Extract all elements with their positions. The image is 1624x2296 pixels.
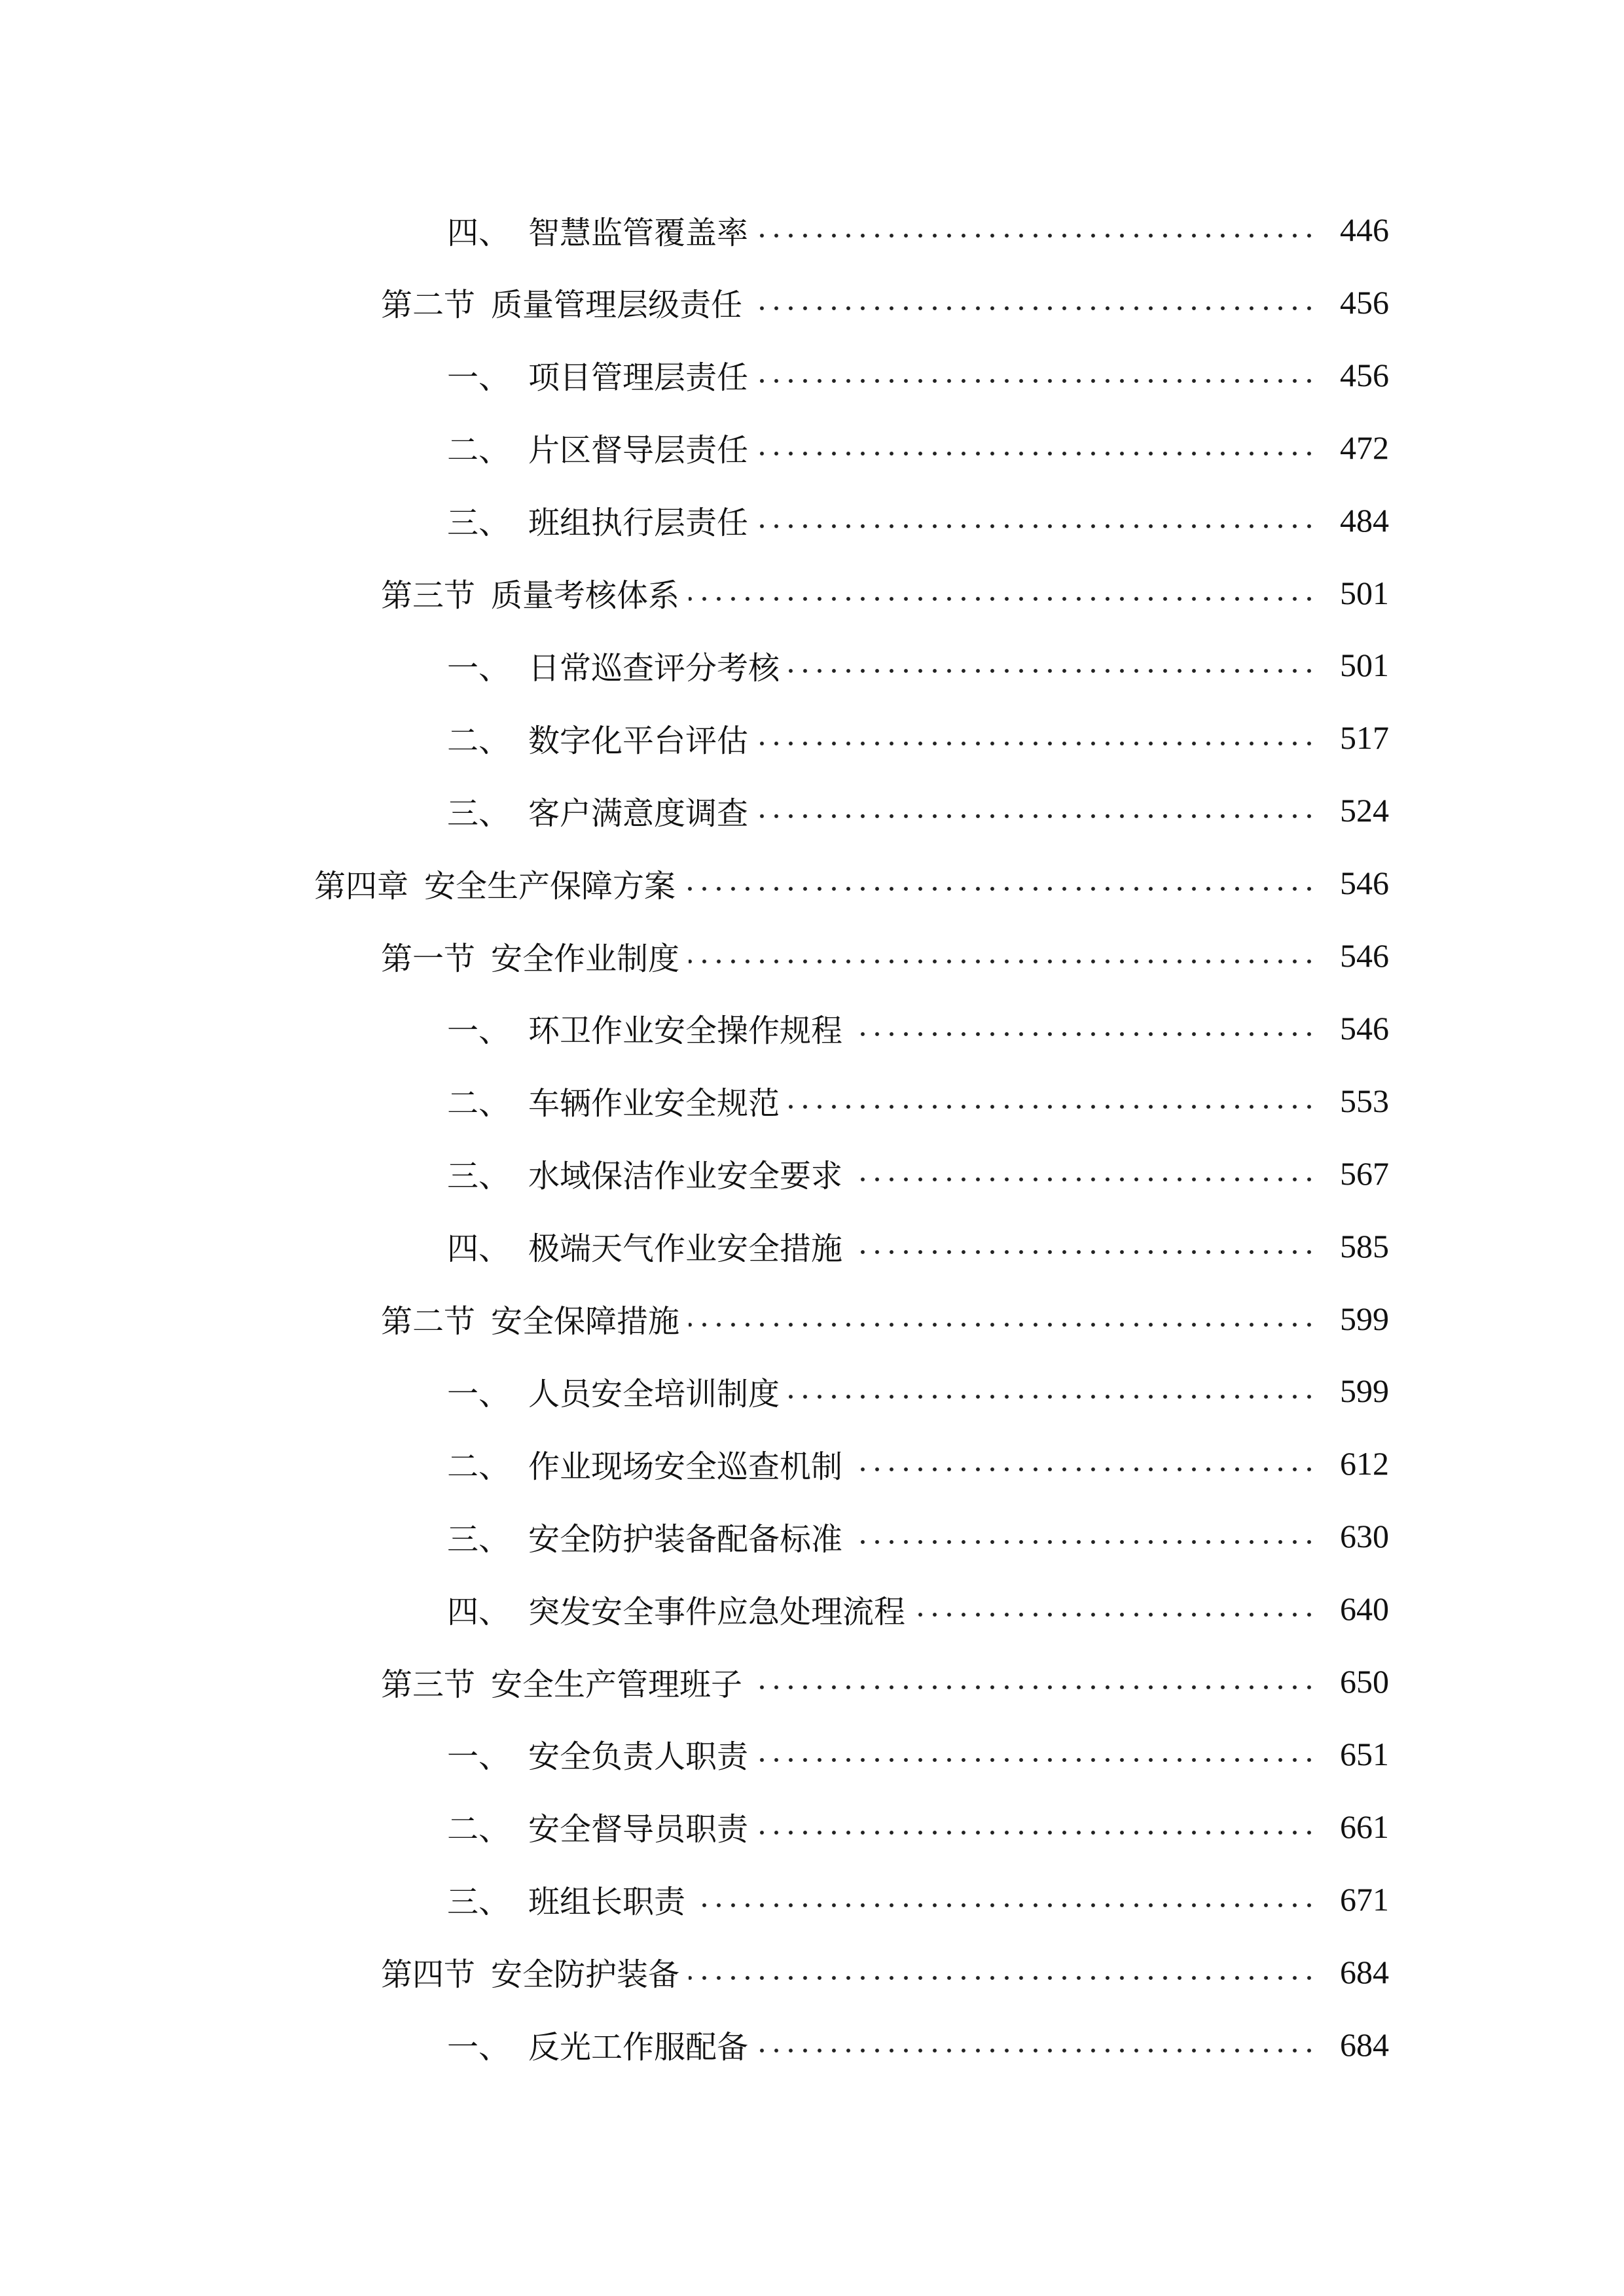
toc-entry-prefix: 一、 bbox=[447, 359, 511, 397]
toc-entry-prefix: 三、 bbox=[447, 795, 511, 832]
toc-entry-label bbox=[447, 1223, 842, 1268]
dot-leader bbox=[689, 1321, 1316, 1329]
dot-leader bbox=[751, 1683, 1316, 1691]
dot-leader bbox=[789, 1393, 1316, 1401]
toc-entry-label bbox=[447, 1005, 842, 1050]
toc-entry-title: 极端天气作业安全措施 bbox=[528, 1230, 843, 1268]
toc-entry-title: 安全防护装备配备标准 bbox=[528, 1520, 843, 1558]
toc-entry-page: 484 bbox=[1340, 501, 1389, 539]
toc-entry[interactable] bbox=[0, 1296, 1624, 1342]
toc-entry-label bbox=[447, 1876, 685, 1922]
toc-entry-page: 567 bbox=[1340, 1155, 1389, 1192]
toc-entry-title: 项目管理层责任 bbox=[528, 359, 749, 397]
toc-entry-page: 472 bbox=[1340, 429, 1389, 466]
toc-entry-label bbox=[381, 279, 742, 325]
toc-entry-prefix: 第三节 bbox=[381, 1666, 476, 1703]
toc-entry-title: 作业现场安全巡查机制 bbox=[528, 1448, 843, 1485]
toc-entry-label bbox=[381, 1659, 742, 1704]
toc-entry[interactable] bbox=[0, 1005, 1624, 1051]
toc-entry-prefix: 第三节 bbox=[381, 577, 476, 614]
toc-entry-label bbox=[447, 1151, 842, 1196]
toc-entry-prefix: 一、 bbox=[447, 649, 511, 687]
toc-entry[interactable] bbox=[0, 1223, 1624, 1269]
toc-entry-prefix: 第一节 bbox=[381, 940, 476, 977]
toc-entry-prefix: 二、 bbox=[447, 1085, 511, 1122]
toc-entry-label bbox=[447, 1369, 780, 1414]
toc-entry-page: 456 bbox=[1340, 356, 1389, 393]
toc-entry-prefix: 四、 bbox=[447, 1593, 511, 1630]
toc-entry[interactable] bbox=[0, 2022, 1624, 2068]
toc-entry-label bbox=[447, 1514, 842, 1559]
toc-entry[interactable] bbox=[0, 1804, 1624, 1850]
toc-entry-prefix: 三、 bbox=[447, 1158, 511, 1195]
dot-leader bbox=[852, 1538, 1316, 1546]
toc-entry[interactable] bbox=[0, 1876, 1624, 1922]
toc-entry-page: 456 bbox=[1340, 283, 1389, 321]
toc-entry-page: 585 bbox=[1340, 1227, 1389, 1265]
toc-entry[interactable] bbox=[0, 1659, 1624, 1704]
toc-entry-prefix: 一、 bbox=[447, 2029, 511, 2066]
dot-leader bbox=[757, 450, 1316, 457]
toc-entry-title: 安全作业制度 bbox=[491, 940, 680, 977]
toc-entry-label bbox=[447, 497, 748, 543]
toc-entry-page: 524 bbox=[1340, 792, 1389, 829]
toc-entry-prefix: 三、 bbox=[447, 1520, 511, 1558]
toc-entry-label bbox=[447, 207, 748, 253]
toc-entry[interactable] bbox=[0, 497, 1624, 543]
toc-entry[interactable] bbox=[0, 1586, 1624, 1632]
toc-entry[interactable] bbox=[0, 207, 1624, 253]
toc-entry-title: 客户满意度调查 bbox=[528, 795, 749, 832]
toc-entry-title: 水域保洁作业安全要求 bbox=[528, 1158, 843, 1195]
toc-entry-title: 质量管理层级责任 bbox=[491, 287, 743, 324]
dot-leader bbox=[757, 2047, 1316, 2054]
toc-entry-prefix: 二、 bbox=[447, 1448, 511, 1485]
toc-entry-label bbox=[447, 1441, 842, 1486]
toc-entry-prefix: 第四节 bbox=[381, 1956, 476, 1994]
toc-entry-prefix: 一、 bbox=[447, 1013, 511, 1050]
dot-leader bbox=[689, 1974, 1316, 1982]
dot-leader bbox=[789, 667, 1316, 675]
toc-entry-prefix: 第二节 bbox=[381, 287, 476, 324]
toc-entry[interactable] bbox=[0, 1513, 1624, 1559]
toc-entry-title: 安全生产保障方案 bbox=[424, 867, 676, 905]
toc-entry-prefix: 二、 bbox=[447, 1811, 511, 1848]
toc-entry[interactable] bbox=[0, 715, 1624, 761]
dot-leader bbox=[685, 885, 1316, 893]
toc-entry[interactable] bbox=[0, 425, 1624, 471]
toc-entry-label bbox=[447, 1587, 905, 1632]
toc-entry-page: 446 bbox=[1340, 211, 1389, 248]
toc-entry[interactable] bbox=[0, 1949, 1624, 1995]
toc-entry-title: 突发安全事件应急处理流程 bbox=[528, 1593, 906, 1630]
toc-entry-title: 智慧监管覆盖率 bbox=[528, 214, 749, 251]
dot-leader bbox=[689, 595, 1316, 603]
toc-entry-page: 546 bbox=[1340, 1009, 1389, 1047]
dot-leader bbox=[852, 1175, 1316, 1183]
toc-entry[interactable] bbox=[0, 1441, 1624, 1486]
toc-entry-title: 环卫作业安全操作规程 bbox=[528, 1013, 843, 1050]
toc-entry-title: 安全防护装备 bbox=[491, 1956, 680, 1994]
toc-entry-label bbox=[447, 788, 748, 833]
toc-entry-page: 671 bbox=[1340, 1880, 1389, 1918]
toc-entry-title: 安全督导员职责 bbox=[528, 1811, 749, 1848]
toc-entry[interactable] bbox=[0, 570, 1624, 616]
dot-leader bbox=[757, 812, 1316, 820]
dot-leader bbox=[757, 522, 1316, 530]
toc-entry-page: 630 bbox=[1340, 1518, 1389, 1555]
toc-entry-page: 501 bbox=[1340, 574, 1389, 611]
dot-leader bbox=[852, 1465, 1316, 1473]
toc-entry-title: 班组执行层责任 bbox=[528, 505, 749, 542]
toc-entry[interactable] bbox=[0, 352, 1624, 398]
toc-entry-title: 反光工作服配备 bbox=[528, 2029, 749, 2066]
toc-entry-label bbox=[447, 1078, 780, 1123]
toc-entry-page: 661 bbox=[1340, 1808, 1389, 1845]
toc-entry[interactable] bbox=[0, 860, 1624, 906]
toc-entry[interactable] bbox=[0, 1151, 1624, 1196]
dot-leader bbox=[757, 1756, 1316, 1764]
toc-entry-prefix: 四、 bbox=[447, 214, 511, 251]
toc-entry-prefix: 四、 bbox=[447, 1230, 511, 1268]
toc-entry-title: 班组长职责 bbox=[528, 1884, 686, 1921]
toc-entry-title: 数字化平台评估 bbox=[528, 722, 749, 759]
dot-leader bbox=[751, 304, 1316, 312]
dot-leader bbox=[757, 740, 1316, 747]
toc-entry-label bbox=[447, 643, 780, 688]
toc-entry-page: 546 bbox=[1340, 865, 1389, 902]
dot-leader bbox=[757, 1829, 1316, 1837]
toc-entry-title: 日常巡查评分考核 bbox=[528, 649, 780, 687]
toc-entry[interactable] bbox=[0, 1368, 1624, 1414]
toc-entry-page: 599 bbox=[1340, 1300, 1389, 1337]
dot-leader bbox=[757, 232, 1316, 240]
toc-entry-title: 安全生产管理班子 bbox=[491, 1666, 743, 1703]
dot-leader bbox=[689, 958, 1316, 965]
toc-entry-page: 517 bbox=[1340, 719, 1389, 757]
toc-entry-label bbox=[447, 425, 748, 470]
toc-entry[interactable] bbox=[0, 933, 1624, 978]
toc-entry-label bbox=[381, 933, 679, 978]
toc-entry-page: 546 bbox=[1340, 937, 1389, 974]
dot-leader bbox=[789, 1103, 1316, 1111]
toc-entry-title: 人员安全培训制度 bbox=[528, 1375, 780, 1412]
toc-entry[interactable] bbox=[0, 279, 1624, 325]
toc-entry-prefix: 一、 bbox=[447, 1375, 511, 1412]
toc-entry-label bbox=[447, 715, 748, 761]
toc-entry-prefix: 二、 bbox=[447, 722, 511, 759]
dot-leader bbox=[852, 1030, 1316, 1038]
toc-entry-page: 684 bbox=[1340, 2026, 1389, 2063]
toc-entry-prefix: 第二节 bbox=[381, 1303, 476, 1340]
toc-entry[interactable] bbox=[0, 642, 1624, 688]
toc-entry-prefix: 三、 bbox=[447, 1884, 511, 1921]
toc-entry-page: 612 bbox=[1340, 1445, 1389, 1482]
toc-entry-title: 安全保障措施 bbox=[491, 1303, 680, 1340]
toc-entry-title: 车辆作业安全规范 bbox=[528, 1085, 780, 1122]
toc-entry-title: 安全负责人职责 bbox=[528, 1738, 749, 1776]
toc-entry-page: 651 bbox=[1340, 1735, 1389, 1772]
toc-entry-label bbox=[447, 2022, 748, 2067]
toc-entry[interactable] bbox=[0, 787, 1624, 833]
toc-entry-label bbox=[447, 352, 748, 397]
toc-entry-page: 684 bbox=[1340, 1953, 1389, 1990]
toc-entry-label bbox=[314, 861, 676, 906]
toc-entry-page: 640 bbox=[1340, 1590, 1389, 1628]
toc-entry-label bbox=[381, 1296, 679, 1341]
toc-entry-label bbox=[381, 570, 679, 615]
dot-leader bbox=[757, 377, 1316, 385]
toc-entry-prefix: 二、 bbox=[447, 432, 511, 469]
toc-entry-page: 599 bbox=[1340, 1372, 1389, 1410]
toc-entry-label bbox=[381, 1949, 679, 1994]
toc-entry-page: 501 bbox=[1340, 647, 1389, 684]
toc-entry-prefix: 一、 bbox=[447, 1738, 511, 1776]
toc-entry[interactable] bbox=[0, 1078, 1624, 1124]
dot-leader bbox=[852, 1248, 1316, 1256]
toc-entry-page: 553 bbox=[1340, 1082, 1389, 1119]
dot-leader bbox=[695, 1901, 1316, 1909]
toc-entry-title: 质量考核体系 bbox=[491, 577, 680, 614]
toc-entry-page: 650 bbox=[1340, 1663, 1389, 1700]
toc-entry-label bbox=[447, 1804, 748, 1849]
toc-entry-label bbox=[447, 1731, 748, 1776]
toc-entry-title: 片区督导层责任 bbox=[528, 432, 749, 469]
toc-entry-prefix: 三、 bbox=[447, 505, 511, 542]
dot-leader bbox=[914, 1611, 1316, 1619]
toc-entry-prefix: 第四章 bbox=[314, 867, 409, 905]
toc-entry[interactable] bbox=[0, 1731, 1624, 1777]
